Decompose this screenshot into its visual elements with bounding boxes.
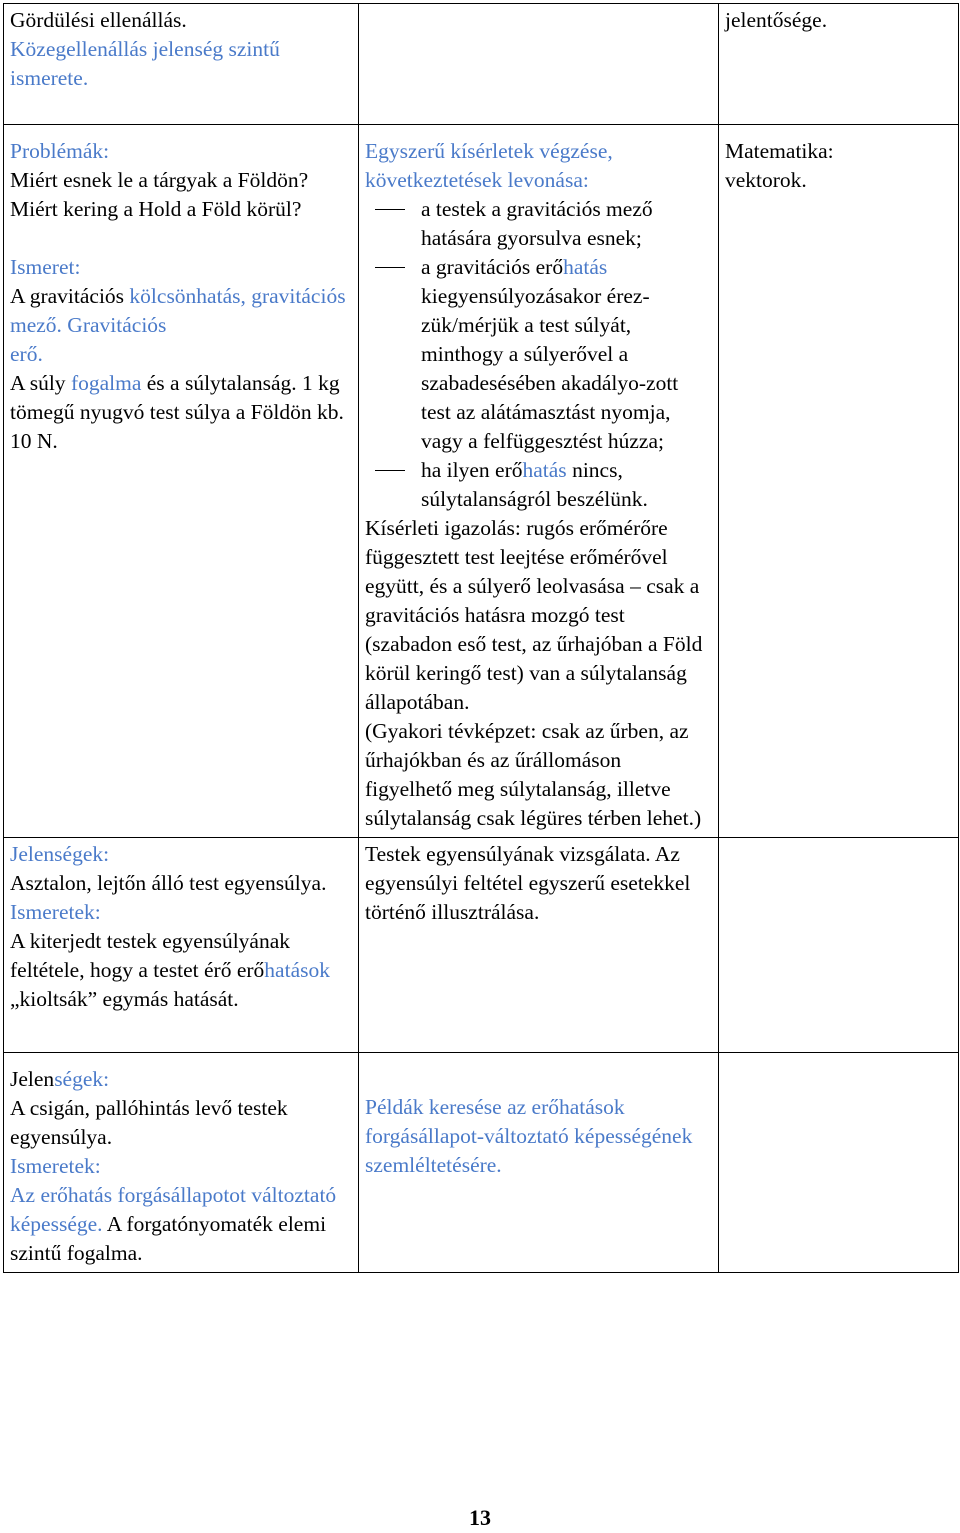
- table-row: [4, 125, 959, 838]
- knowledge-text: erő.: [10, 342, 43, 366]
- knowledge-text: Az erőhatás forgásállapotot változtató képessége. A forgatónyomaték elemi szintű fogalma.: [10, 1183, 337, 1265]
- content-cell: [4, 838, 359, 1053]
- phenomena-text: A csigán, pallóhintás levő testek egyensúlya.: [10, 1096, 288, 1149]
- table-row: [4, 4, 959, 125]
- activity-text: Testek egyensúlyának vizsgálata. Az egyensúlyi feltétel egyszerű esetekkel történő illusztrálása.: [365, 842, 691, 924]
- knowledge-label: Ismeretek:: [10, 1154, 101, 1178]
- knowledge-text: A kiterjedt testek egyensúlyának feltétele, hogy a testet érő erőhatások „kioltsák” egymás hatását.: [10, 929, 330, 1011]
- cell-text-highlight: Közegellenállás jelenség szintű ismerete.: [10, 37, 280, 90]
- connection-cell: [719, 4, 959, 125]
- dash-list: [365, 195, 712, 514]
- knowledge-label: Ismeret:: [10, 255, 81, 279]
- list-item: a gravitációs erőhatás kiegyensúlyozásakor érez-zük/mérjük a test súlyát, minthogy a súlyerővel a szabadesésében akadályo-zott test az alátámasztást nyomja, vagy a felfüggesztést húzza;: [365, 253, 712, 456]
- table-row: [4, 838, 959, 1053]
- connection-cell: [719, 838, 959, 1053]
- activity-cell: [359, 1053, 719, 1273]
- list-item: a testek a gravitációs mező hatására gyorsulva esnek;: [365, 195, 712, 253]
- content-cell: [4, 125, 359, 838]
- phenomena-label: Jelenségek:: [10, 842, 110, 866]
- experiment-text: Kísérleti igazolás: rugós erőmérőre függesztett test leejtése erőmérővel együtt, és a súlyerő leolvasása – csak a gravitációs hatásra mozgó test (szabadon eső test, az űrhajóban a Föld körül keringő test) van a súlytalanság állapotában.: [365, 516, 703, 714]
- table-row: [4, 1053, 959, 1273]
- misconception-text: (Gyakori tévképzet: csak az űrben, az űrhajókban és az űrállomáson figyelhető meg súlytalanság, illetve súlytalanság csak légüres térben lehet.): [365, 719, 702, 830]
- activity-cell: [359, 125, 719, 838]
- problems-label: Problémák:: [10, 139, 110, 163]
- connection-cell: [719, 125, 959, 838]
- activity-intro: Egyszerű kísérletek végzése, következtetések levonása:: [365, 139, 613, 192]
- cell-text: jelentősége.: [725, 8, 828, 32]
- content-cell: [4, 1053, 359, 1273]
- page-number: 13: [469, 1505, 491, 1530]
- content-cell: [4, 4, 359, 125]
- activity-cell: [359, 838, 719, 1053]
- phenomena-text: Asztalon, lejtőn álló test egyensúlya. Ismeretek:: [10, 871, 327, 924]
- cell-text: Gördülési ellenállás.: [10, 8, 187, 32]
- connection-cell: [719, 1053, 959, 1273]
- knowledge-text: A súly fogalma és a súlytalanság. 1 kg tömegű nyugvó test súlya a Földön kb. 10 N.: [10, 371, 344, 453]
- activity-cell: [359, 4, 719, 125]
- subject-label: Matematika:: [725, 139, 834, 163]
- knowledge-text: A gravitációs kölcsönhatás, gravitációs mező. Gravitációs: [10, 284, 346, 337]
- activity-text: Példák keresése az erőhatások forgásállapot-változtató képességének szemléltetésére.: [365, 1095, 693, 1177]
- list-item: ha ilyen erőhatás nincs, súlytalanságról beszélünk.: [365, 456, 712, 514]
- subject-topic: vektorok.: [725, 168, 807, 192]
- curriculum-table: [3, 3, 959, 1273]
- problems-text: Miért esnek le a tárgyak a Földön? Miért kering a Hold a Föld körül?: [10, 168, 309, 221]
- phenomena-label: Jelenségek:: [10, 1067, 110, 1091]
